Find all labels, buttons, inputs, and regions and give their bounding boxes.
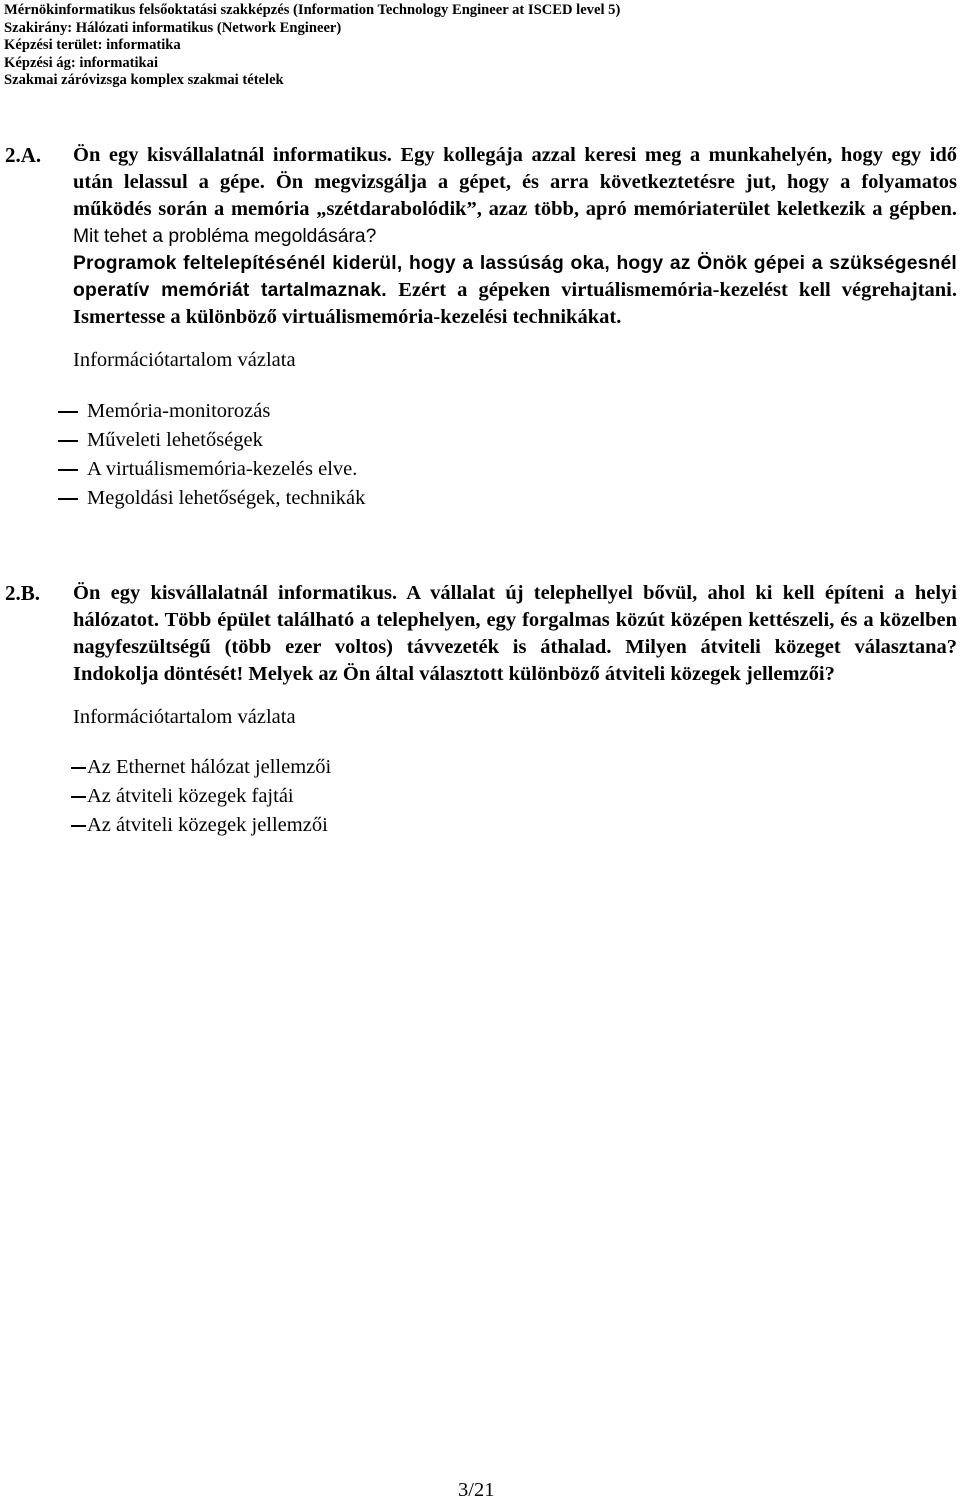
dash-bullet-icon [71,767,86,769]
task-description: Ön egy kisvállalatnál informatikus. A vállalat új telephellyel bővül, ahol ki kell építeni a helyi hálózatot. Több épület található a telephelyen, egy forgalmas közút középen kettészeli, és a közelben nagyfeszültségű (több ezer voltos) távvezeték is áthalad. Milyen átviteli közeget választana? Indokolja döntését! Melyek az Ön által választott különböző átviteli közegek jellemzői? [73,582,957,685]
task-question: Mit tehet a probléma megoldására? [73,226,377,247]
task-description-text: Ön egy kisvállalatnál informatikus. Egy kollegája azzal keresi meg a munkahelyén, hogy egy idő után lelassul a gépe. Ön megvizsgálja a gépet, és arra következtetésre jut, hogy a folyamatos működés során a memória „szétdarabolódik”, azaz több, apró memóriaterület keletkezik a gépben. [73,144,957,220]
dash-bullet-icon [58,469,78,471]
header-line: Mérnökinformatikus felsőoktatási szakképzés (Information Technology Engineer at ISCED level 5) [4,2,621,18]
list-item [73,484,957,513]
list-item-text: Az Ethernet hálózat jellemzői [87,756,332,778]
outline-list [73,397,957,513]
list-item-text: Az átviteli közegek fajtái [87,785,294,807]
list-item [73,782,957,811]
page-number: 3/21 [458,1479,495,1501]
outline-title: Információtartalom vázlata [73,349,296,371]
header-line: Szakirány: Hálózati informatikus (Network Engineer) [4,19,342,36]
list-item-text: Műveleti lehetőségek [87,429,263,451]
dash-bullet-icon [71,796,86,798]
header-line: Szakmai záróvizsga komplex szakmai tételek [4,72,284,88]
list-item [73,455,957,484]
list-item [73,426,957,455]
list-item-text: Az átviteli közegek jellemzői [87,814,328,836]
task-instruction: Ezért a gépeken virtuálismemória-kezelést kell végrehajtani. Ismertesse a különböző virtuálismemória-kezelési technikákat. [73,279,958,328]
dash-bullet-icon [58,440,78,442]
dash-bullet-icon [58,411,78,413]
task-code: 2.B. [5,581,41,605]
header-line: Képzési ág: informatikai [4,54,159,71]
dash-bullet-icon [58,498,78,500]
task-body [73,142,957,513]
task-code: 2.A. [5,143,42,167]
list-item-text: Megoldási lehetőségek, technikák [87,487,366,509]
list-item [73,811,957,840]
header-line: Képzési terület: informatika [4,37,181,53]
task-body [73,580,957,840]
document-header [4,2,620,90]
list-item [73,397,957,426]
outline-list [73,753,957,840]
dash-bullet-icon [71,825,86,827]
outline-title: Információtartalom vázlata [73,706,296,728]
task-description-2-text: Programok feltelepítésénél kiderül, hogy a lassúság oka, hogy az Önök gépei a szükségesnél operatív memóriát tartalmaznak. [73,253,957,301]
list-item [73,753,957,782]
list-item-text: A virtuálismemória-kezelés elve. [87,458,358,480]
list-item-text: Memória-monitorozás [87,400,271,422]
task-description [73,142,957,250]
task-description-2 [73,250,957,331]
